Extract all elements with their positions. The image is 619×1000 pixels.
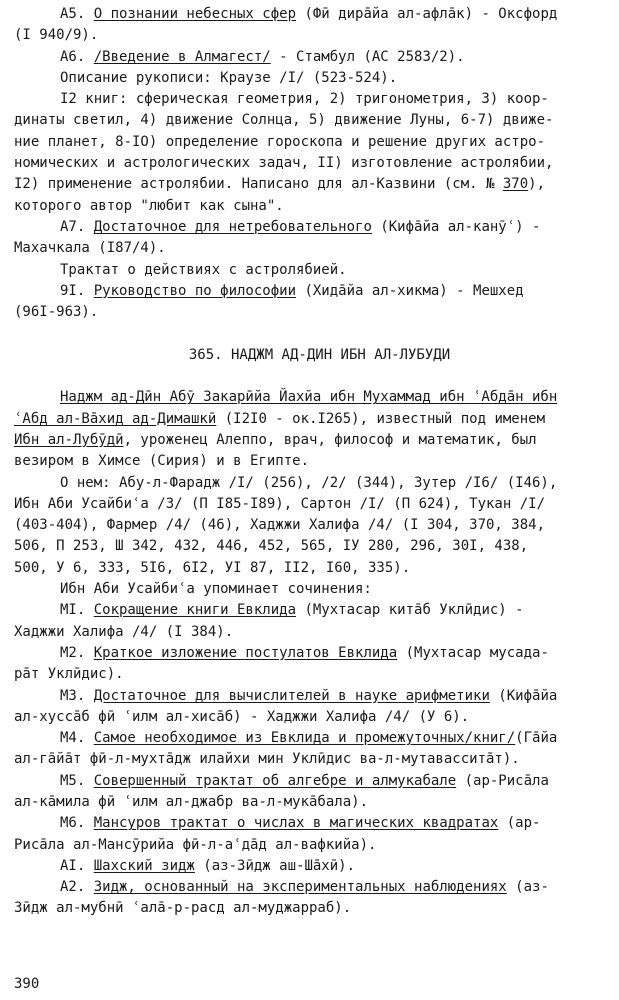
bio-line-2: [14, 409, 595, 430]
spacer: [14, 366, 595, 387]
entry-text: (аз-Зӣдж аш-Ша̄хӣ).: [194, 857, 356, 874]
work-m4-line-1: [14, 728, 595, 749]
entry-a5-line-1: [14, 4, 595, 25]
entry-text: (Хида̄йа ал-хикма) - Мешхед: [296, 282, 524, 299]
entry-text: (Га̄йа: [515, 730, 558, 747]
entry-label: M3.: [60, 687, 94, 704]
bio-line-7: (403-404), Фармер /4/ (46), Хаджжи Халифа /4/ (I 304, 370, 384,: [14, 517, 546, 534]
entry-a6-line-2: Описание рукописи: Краузе /I/ (523-524).: [60, 69, 398, 86]
entry-text: (Фӣ дира̄йа ал-афла̄к) - Оксфорд: [296, 6, 558, 22]
work-a1-line-1: [14, 856, 595, 877]
entry-a6-line-1: [14, 47, 595, 68]
entry-label: M5.: [60, 772, 94, 789]
work-title: Мансуров трактат о числах в магических квадратах: [93, 815, 499, 832]
work-title: Достаточное для нетребовательного: [93, 218, 372, 235]
entry-label: A7.: [60, 218, 94, 235]
entry-a6-line-8: которого автор "любит как сына".: [14, 197, 284, 214]
entry-text: (аз-: [506, 879, 549, 896]
entry-label: A6.: [60, 48, 94, 65]
bio-line-6: Ибн Аби Усайбиʿа /3/ (П I85-I89), Сартон /I/ (П 624), Тукан /I/: [14, 495, 546, 512]
bio-line-5: О нем: Абу-л-Фарадж /I/ (256), /2/ (344), Зутер /I6/ (I46),: [60, 474, 558, 491]
work-title: Совершенный трактат об алгебре и алмукабале: [93, 772, 457, 789]
work-m6-line-1: [14, 813, 595, 834]
entry-a6-line-3: I2 книг: сферическая геометрия, 2) тригонометрия, 3) коор-: [60, 91, 549, 108]
entry-label: A2.: [60, 879, 94, 896]
spacer: [14, 323, 595, 344]
work-title: О познании небесных сфер: [93, 6, 297, 22]
entry-text: (ар-Риса̄ла: [456, 772, 549, 789]
work-m2-line-1: [14, 643, 595, 664]
entry-91-line-1: [14, 281, 595, 302]
section-heading: 365. НАДЖМ АД-ДИН ИБН АЛ-ЛУБУДИ: [188, 346, 451, 363]
entry-a7-line-2: Махачкала (I87/4).: [14, 240, 166, 257]
bio-line-3: [14, 430, 595, 451]
entry-text: (Кифа̄йа: [489, 687, 558, 704]
entry-a7-line-1: [14, 217, 595, 238]
work-m1-line-1: [14, 600, 595, 621]
entry-label: 9I.: [60, 282, 94, 299]
entry-a5-line-2: (I 940/9).: [14, 27, 99, 44]
work-title: Достаточное для вычислителей в науке арифметики: [93, 687, 490, 704]
work-title: Краткое изложение постулатов Евклида: [93, 644, 398, 661]
work-title: Самое необходимое из Евклида и промежуточных/книг/: [93, 730, 516, 747]
work-a2-line-1: [14, 877, 595, 898]
entry-text: (Мухтасар мусада-: [397, 644, 549, 661]
entry-label: M2.: [60, 644, 94, 661]
bio-line-8: 506, П 253, Ш 342, 432, 446, 452, 565, IУ 280, 296, 30I, 438,: [14, 538, 529, 555]
entry-text: I2) применение астролябии. Написано для ал-Казвини (см. №: [14, 176, 503, 193]
entry-a6-line-4: динаты светил, 4) движение Солнца, 5) движение Луны, 6-7) движе-: [14, 112, 554, 129]
work-m1-line-2: Хаджжи Халифа /4/ (I 384).: [14, 623, 234, 640]
work-m5-line-2: ал-ка̄мила фӣ ʿилм ал-джабр ва-л-мука̄бала).: [14, 793, 369, 810]
work-a2-line-2: Зӣдж ал-мубнӣ ʿала̄-р-расд ал-муджарраб).: [14, 900, 352, 917]
work-title: Руководство по философии: [93, 282, 297, 299]
entry-label: M4.: [60, 730, 94, 747]
work-m6-line-2: Риса̄ла ал-Мансӯрийа фӣ-л-аʿда̄д ал-вафкийа).: [14, 836, 377, 853]
entry-text: (Мухтасар кита̄б Уклӣдис) -: [296, 602, 524, 619]
entry-a6-line-5: ние планет, 8-IO) определение гороскопа и решение других астро-: [14, 133, 546, 150]
entry-label: MI.: [60, 602, 94, 619]
bio-line-9: 500, У 6, 333, 5I6, 6I2, УI 87, II2, I60, 335).: [14, 559, 411, 576]
work-m2-line-2: ра̄т Уклӣдис).: [14, 666, 124, 683]
entry-a6-line-7: [14, 174, 595, 195]
cross-reference: 370: [502, 176, 529, 193]
work-m3-line-1: [14, 686, 595, 707]
work-title: Зидж, основанный на экспериментальных наблюдениях: [93, 879, 507, 896]
work-m5-line-1: [14, 771, 595, 792]
bio-line-1: [14, 387, 595, 408]
work-title: /Введение в Алмагест/: [93, 48, 271, 65]
page-number: 390: [14, 975, 40, 992]
author-name: Наджм ад-Дӣн Абӯ Закарӣйа Йахйа ибн Мухаммад ибн ʿАбда̄н ибн: [60, 389, 558, 406]
entry-label: M6.: [60, 815, 94, 832]
entry-text: - Стамбул (АС 2583/2).: [270, 48, 465, 65]
work-title: Шахский зидж: [93, 857, 195, 874]
bio-line-4: везиром в Химсе (Сирия) и в Египте.: [14, 453, 310, 470]
bio-text: , уроженец Алеппо, врач, философ и математик, был: [123, 431, 537, 448]
entry-text: (Кифа̄йа ал-канӯʿ) -: [371, 218, 541, 235]
entry-a7-line-3: Трактат о действиях с астролябией.: [60, 261, 347, 278]
bio-text: (I2I0 - ок.I265), известный под именем: [216, 410, 546, 427]
author-name: Ибн ал-Лубӯдӣ: [14, 431, 124, 448]
work-title: Сокращение книги Евклида: [93, 602, 297, 619]
entry-91-line-2: (96I-963).: [14, 304, 99, 321]
work-m4-line-2: ал-га̄йа̄т фӣ-л-мухта̄дж илайхи мин Уклӣдис ва-л-мутавассита̄т).: [14, 751, 520, 768]
entry-label: A5.: [60, 6, 94, 22]
bio-line-10: Ибн Аби Усайбиʿа упоминает сочинения:: [60, 581, 372, 598]
author-name: ʿАбд ал-Ва̄хид ад-Димашкӣ: [14, 410, 217, 427]
entry-a6-line-6: номических и астрологических задач, II) изготовление астролябии,: [14, 155, 554, 172]
entry-text: ),: [528, 176, 546, 193]
work-m3-line-2: ал-хусса̄б фӣ ʿилм ал-хиса̄б) - Хаджжи Халифа /4/ (У 6).: [14, 708, 470, 725]
entry-text: (ар-: [498, 815, 541, 832]
entry-label: AI.: [60, 857, 94, 874]
